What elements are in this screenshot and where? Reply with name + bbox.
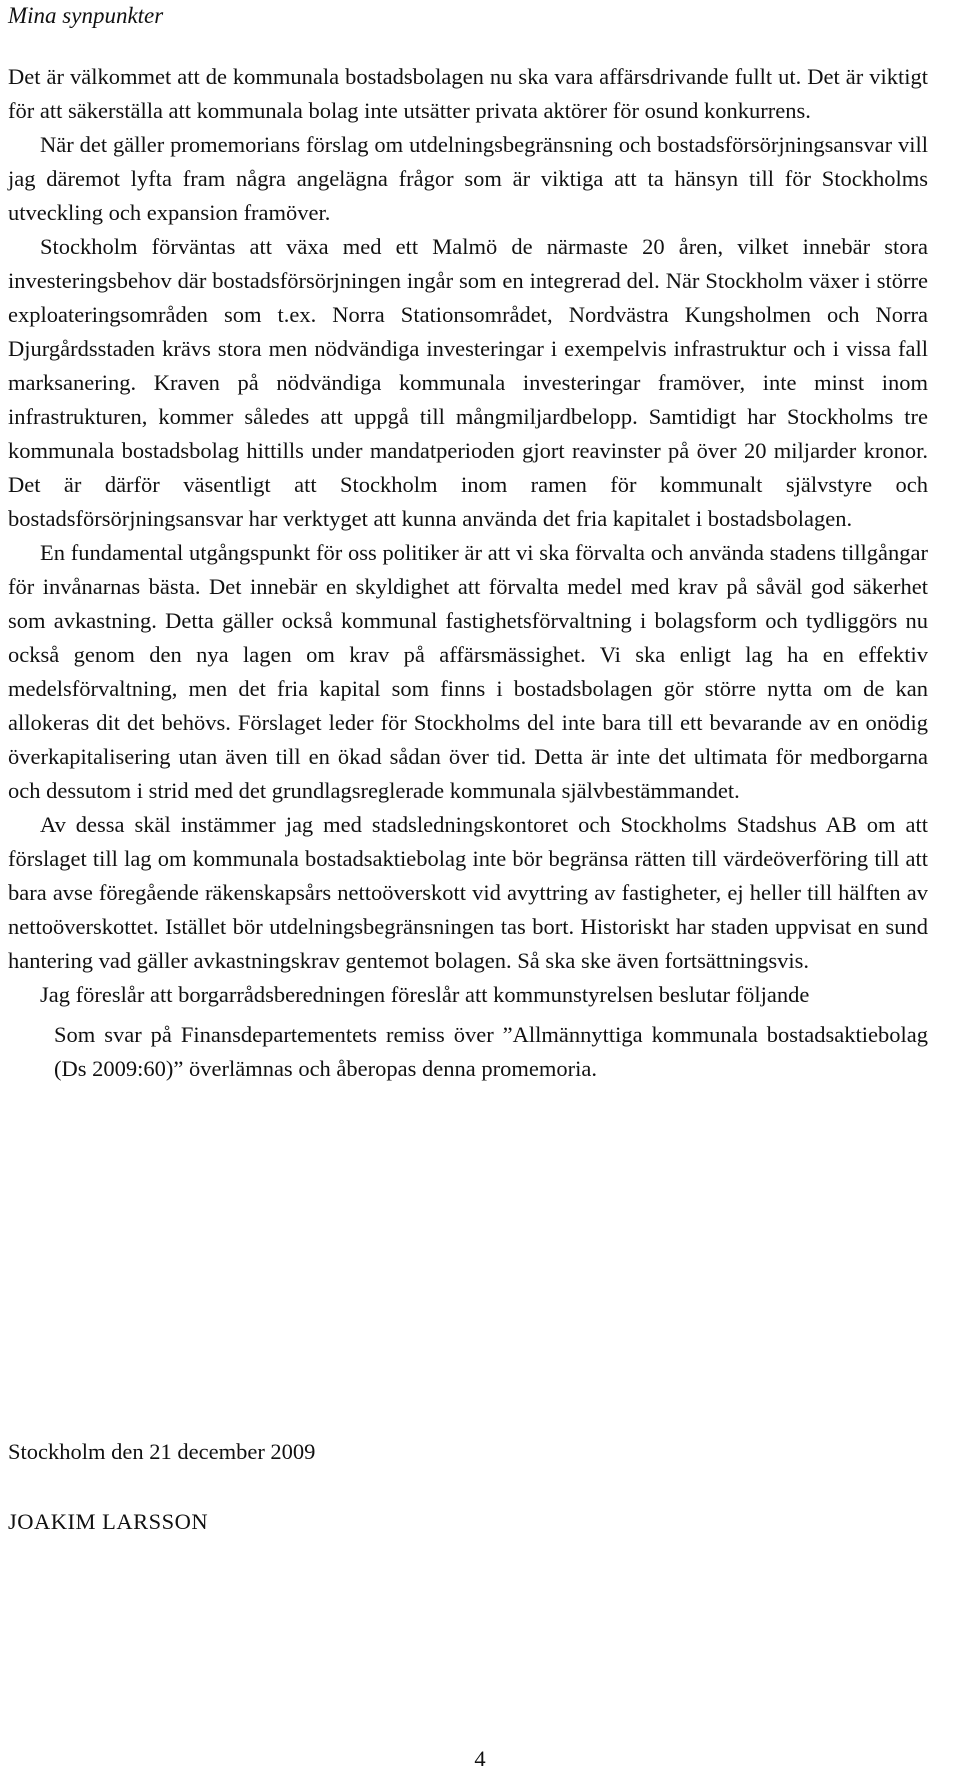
paragraph-intro: Det är välkommet att de kommunala bostadsbolagen nu ska vara affärsdrivande fullt ut. Det är viktigt för att säkerställa att kommunala bolag inte utsätter privata aktörer för osund konkurrens. xyxy=(8,64,928,123)
paragraph-agreement: Av dessa skäl instämmer jag med stadsledningskontoret och Stockholms Stadshus AB om att förslaget till lag om kommunala bostadsaktiebolag inte bör begränsa rätten till värdeöverföring till att bara avse föregående räkenskapsårs nettoöverskott vid avyttring av fastigheter, ej heller till hälften av nettoöverskottet. Istället bör utdelningsbegränsningen tas bort. Historiskt har staden uppvisat en sund hantering vad gäller avkastningskrav gentemot bolagen. Så ska ske även fortsättningsvis. xyxy=(8,812,928,973)
signatory-name: JOAKIM LARSSON xyxy=(8,1509,209,1534)
body-text xyxy=(8,60,928,1086)
paragraph-growth: Stockholm förväntas att växa med ett Malmö de närmaste 20 åren, vilket innebär stora investeringsbehov där bostadsförsörjningen ingår som en integrerad del. När Stockholm växer i större exploateringsområden som t.ex. Norra Stationsområdet, Nordvästra Kungsholmen och Norra Djurgårdsstaden krävs stora men nödvändiga investeringar i exempelvis infrastruktur och i vissa fall marksanering. Kraven på nödvändiga kommunala investeringar framöver, inte minst inom infrastrukturen, kommer således att uppgå till mångmiljardbelopp. Samtidigt har Stockholms tre kommunala bostadsbolag hittills under mandatperioden gjort reavinster på över 20 miljarder kronor. Det är därför väsentligt att Stockholm inom ramen för kommunalt självstyre och bostadsförsörjningsansvar har verktyget att kunna använda det fria kapitalet i bostadsbolagen. xyxy=(8,234,928,531)
paragraph-proposal-intro: Jag föreslår att borgarrådsberedningen föreslår att kommunstyrelsen beslutar följande xyxy=(40,982,810,1007)
proposal-text: Som svar på Finansdepartementets remiss över ”Allmännyttiga kommunala bostadsaktiebolag (Ds 2009:60)” överlämnas och åberopas denna promemoria. xyxy=(54,1022,928,1081)
place-date: Stockholm den 21 december 2009 xyxy=(8,1439,316,1464)
section-heading: Mina synpunkter xyxy=(8,3,164,28)
page-number: 4 xyxy=(474,1746,486,1771)
paragraph-distribution: När det gäller promemorians förslag om utdelningsbegränsning och bostadsförsörjningsansvar vill jag däremot lyfta fram några angelägna frågor som är viktiga att ta hänsyn till för Stockholms utveckling och expansion framöver. xyxy=(8,132,928,225)
paragraph-stewardship: En fundamental utgångspunkt för oss politiker är att vi ska förvalta och använda stadens tillgångar för invånarnas bästa. Det innebär en skyldighet att förvalta medel med krav på såväl god säkerhet som avkastning. Detta gäller också kommunal fastighetsförvaltning i bolagsform och tydliggörs nu också genom den nya lagen om krav på affärsmässighet. Vi ska enligt lag ha en effektiv medelsförvaltning, men det fria kapital som finns i bostadsbolagen gör större nytta om de kan allokeras dit det behövs. Förslaget leder för Stockholms del inte bara till ett bevarande av en onödig överkapitalisering utan även till en ökad sådan över tid. Detta är inte det ultimata för medborgarna och dessutom i strid med det grundlagsreglerade kommunala självbestämmandet. xyxy=(8,540,928,803)
